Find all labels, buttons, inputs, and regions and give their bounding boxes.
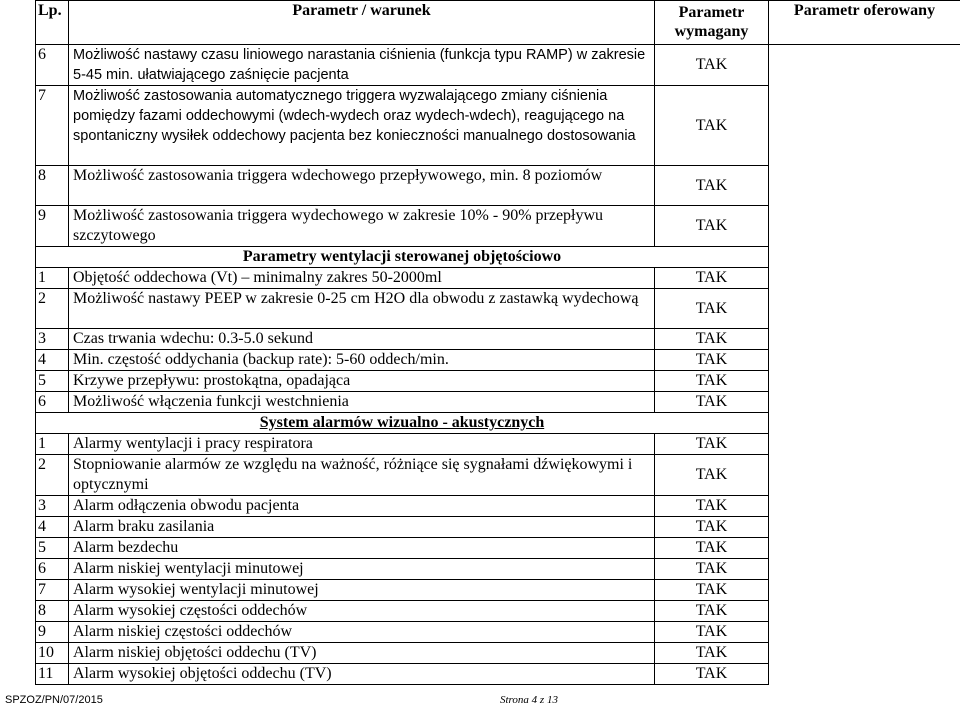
- row-parameter: Alarm niskiej częstości oddechów: [69, 622, 655, 643]
- row-required-value: TAK: [655, 434, 769, 455]
- row-number: 2: [36, 455, 69, 496]
- row-parameter: Alarm wysokiej objętości oddechu (TV): [69, 664, 655, 685]
- table-row: [36, 496, 960, 517]
- page-footer: [5, 692, 960, 709]
- row-required-value: TAK: [655, 622, 769, 643]
- row-offered-value: [769, 517, 960, 538]
- row-parameter: Stopniowanie alarmów ze względu na ważność, różniące się sygnałami dźwiękowymi i optycznymi: [69, 455, 655, 496]
- table-row: [36, 206, 960, 247]
- row-parameter: Alarmy wentylacji i pracy respiratora: [69, 434, 655, 455]
- row-parameter: Alarm odłączenia obwodu pacjenta: [69, 496, 655, 517]
- row-required-value: TAK: [655, 538, 769, 559]
- table-row: [36, 392, 960, 413]
- row-parameter: Alarm niskiej wentylacji minutowej: [69, 559, 655, 580]
- row-parameter: Możliwość zastosowania triggera wydechowego w zakresie 10% - 90% przepływu szczytowego: [69, 206, 655, 247]
- row-parameter: Alarm niskiej objętości oddechu (TV): [69, 643, 655, 664]
- row-required-value: TAK: [655, 580, 769, 601]
- table-row: [36, 86, 960, 166]
- footer-reference: SPZOZ/PN/07/2015: [5, 694, 103, 706]
- table-row: [36, 559, 960, 580]
- row-parameter: Objętość oddechowa (Vt) – minimalny zakres 50-2000ml: [69, 268, 655, 289]
- row-offered-value: [769, 392, 960, 413]
- row-required-value: TAK: [655, 206, 769, 247]
- spec-table: [35, 0, 960, 685]
- row-offered-value: [769, 538, 960, 559]
- section-title: Parametry wentylacji sterowanej objętościowo: [242, 248, 562, 265]
- row-required-value: TAK: [655, 45, 769, 86]
- row-required-value: TAK: [655, 166, 769, 206]
- header-lp: Lp.: [36, 1, 69, 45]
- row-number: 7: [36, 580, 69, 601]
- row-offered-value: [769, 166, 960, 206]
- row-offered-value: [769, 643, 960, 664]
- row-number: 6: [36, 392, 69, 413]
- section-header-row: [36, 413, 960, 434]
- row-parameter: Alarm bezdechu: [69, 538, 655, 559]
- row-number: 7: [36, 86, 69, 166]
- table-row: [36, 434, 960, 455]
- row-offered-value: [769, 289, 960, 329]
- row-number: 9: [36, 622, 69, 643]
- row-offered-value: [769, 434, 960, 455]
- row-offered-value: [769, 45, 960, 86]
- table-row: [36, 329, 960, 350]
- row-number: 6: [36, 559, 69, 580]
- row-offered-value: [769, 371, 960, 392]
- table-row: [36, 350, 960, 371]
- row-number: 11: [36, 664, 69, 685]
- row-number: 4: [36, 350, 69, 371]
- row-required-value: TAK: [655, 350, 769, 371]
- row-parameter: Możliwość nastawy czasu liniowego narastania ciśnienia (funkcja typu RAMP) w zakresie 5-45 min. ułatwiającego zaśnięcie pacjenta: [69, 45, 655, 86]
- row-number: 3: [36, 496, 69, 517]
- row-number: 1: [36, 268, 69, 289]
- table-row: [36, 643, 960, 664]
- table-row: [36, 455, 960, 496]
- table-header-row: [36, 1, 960, 45]
- row-required-value: TAK: [655, 268, 769, 289]
- row-offered-value: [769, 496, 960, 517]
- row-required-value: TAK: [655, 86, 769, 166]
- row-parameter: Krzywe przepływu: prostokątna, opadająca: [69, 371, 655, 392]
- row-parameter: Możliwość nastawy PEEP w zakresie 0-25 cm H2O dla obwodu z zastawką wydechową: [69, 289, 655, 329]
- row-parameter: Alarm wysokiej wentylacji minutowej: [69, 580, 655, 601]
- row-parameter: Alarm braku zasilania: [69, 517, 655, 538]
- row-required-value: TAK: [655, 289, 769, 329]
- table-row: [36, 538, 960, 559]
- section-header-row: [36, 247, 960, 268]
- row-required-value: TAK: [655, 517, 769, 538]
- row-number: 2: [36, 289, 69, 329]
- row-offered-value: [769, 350, 960, 371]
- row-required-value: TAK: [655, 664, 769, 685]
- row-parameter: Możliwość zastosowania triggera wdechowego przepływowego, min. 8 poziomów: [69, 166, 655, 206]
- table-row: [36, 580, 960, 601]
- row-parameter: Możliwość włączenia funkcji westchnienia: [69, 392, 655, 413]
- table-row: [36, 371, 960, 392]
- row-offered-value: [769, 601, 960, 622]
- table-row: [36, 664, 960, 685]
- row-offered-value: [769, 559, 960, 580]
- row-number: 5: [36, 371, 69, 392]
- spec-table-container: [35, 0, 960, 685]
- row-offered-value: [769, 580, 960, 601]
- row-number: 9: [36, 206, 69, 247]
- footer-page-number: Strona 4 z 13: [500, 694, 558, 706]
- table-row: [36, 166, 960, 206]
- row-number: 6: [36, 45, 69, 86]
- row-number: 5: [36, 538, 69, 559]
- row-required-value: TAK: [655, 601, 769, 622]
- row-number: 1: [36, 434, 69, 455]
- row-offered-value: [769, 455, 960, 496]
- row-number: 8: [36, 166, 69, 206]
- row-offered-value: [769, 206, 960, 247]
- row-number: 3: [36, 329, 69, 350]
- row-offered-value: [769, 329, 960, 350]
- header-offered: Parametr oferowany: [769, 1, 960, 45]
- section-offered-blank: [769, 413, 960, 434]
- row-offered-value: [769, 86, 960, 166]
- section-title: System alarmów wizualno - akustycznych: [259, 414, 545, 431]
- table-row: [36, 517, 960, 538]
- row-required-value: TAK: [655, 643, 769, 664]
- section-offered-blank: [769, 247, 960, 268]
- row-required-value: TAK: [655, 496, 769, 517]
- table-row: [36, 622, 960, 643]
- row-offered-value: [769, 268, 960, 289]
- header-param: Parametr / warunek: [69, 1, 655, 45]
- row-required-value: TAK: [655, 392, 769, 413]
- table-row: [36, 45, 960, 86]
- row-offered-value: [769, 664, 960, 685]
- row-offered-value: [769, 622, 960, 643]
- row-number: 4: [36, 517, 69, 538]
- row-required-value: TAK: [655, 559, 769, 580]
- table-row: [36, 289, 960, 329]
- row-parameter: Czas trwania wdechu: 0.3-5.0 sekund: [69, 329, 655, 350]
- row-parameter: Alarm wysokiej częstości oddechów: [69, 601, 655, 622]
- row-required-value: TAK: [655, 329, 769, 350]
- table-row: [36, 601, 960, 622]
- row-number: 8: [36, 601, 69, 622]
- row-parameter: Min. częstość oddychania (backup rate): 5-60 oddech/min.: [69, 350, 655, 371]
- row-required-value: TAK: [655, 455, 769, 496]
- row-required-value: TAK: [655, 371, 769, 392]
- table-row: [36, 268, 960, 289]
- row-number: 10: [36, 643, 69, 664]
- header-required: Parametr wymagany: [655, 1, 769, 45]
- row-parameter: Możliwość zastosowania automatycznego triggera wyzwalającego zmiany ciśnienia pomiędzy fazami oddechowymi (wdech-wydech oraz wydech-wdech), reagującego na spontaniczny wysiłek oddechowy pacjenta bez konieczności manualnego dostosowania: [69, 86, 655, 166]
